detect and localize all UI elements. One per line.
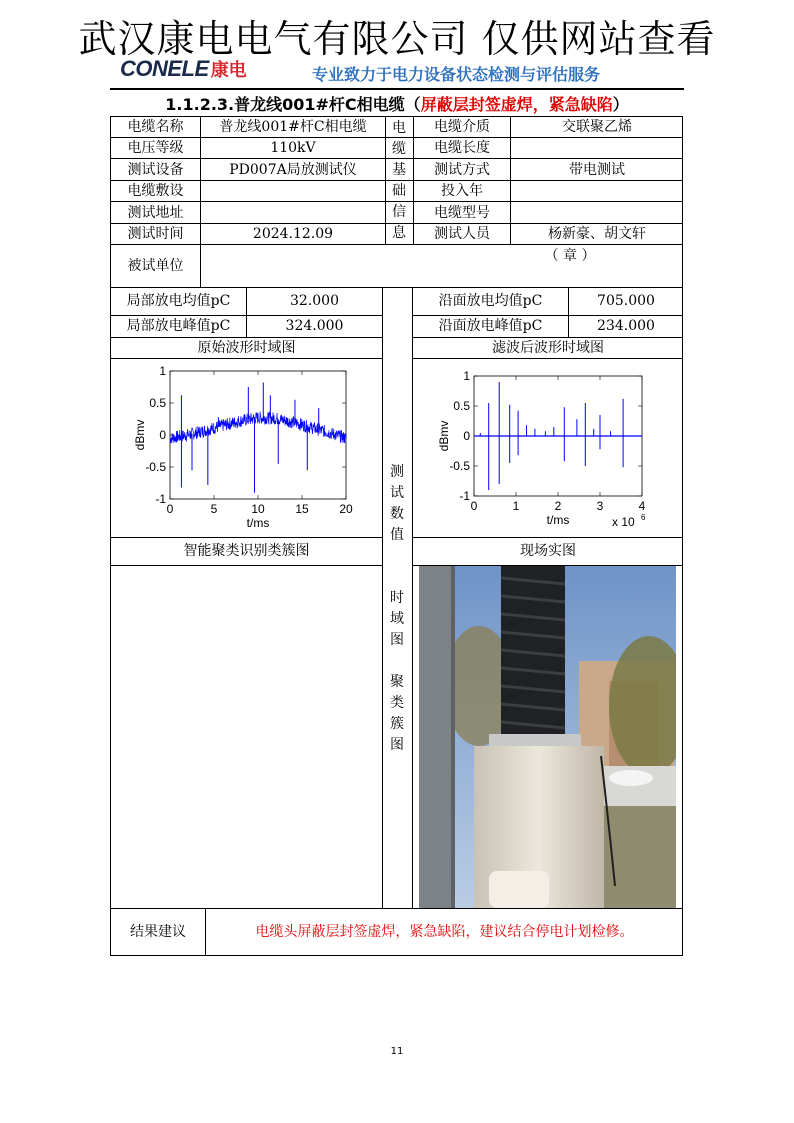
conclusion-text: 电缆头屏蔽层封签虚焊，紧急缺陷，建议结合停电计划检修。 (255, 924, 634, 940)
y-axis-label: dBmv (437, 420, 451, 452)
row-line (110, 358, 382, 359)
cable-medium-value: 交联聚乙烯 (562, 119, 632, 135)
voltage-label: 电压等级 (127, 140, 184, 156)
logo-brand: CONELE (120, 56, 209, 81)
col-line (385, 116, 386, 244)
test-time-label: 测试时间 (127, 226, 184, 242)
site-photo (419, 566, 676, 908)
pd-peak-label: 局部放电峰值pC (126, 318, 231, 334)
cable-medium-label: 电缆介质 (434, 119, 490, 135)
logo-brand-cn: 康电 (210, 60, 247, 81)
row-line (110, 908, 683, 909)
y-axis-label: dBmv (133, 419, 147, 451)
seal-placeholder: （ 章 ） (544, 248, 596, 264)
x-tick-label: 1 (512, 499, 520, 513)
row-line (412, 358, 683, 359)
y-tick-label: 0.5 (453, 399, 470, 413)
page-number: 11 (390, 1046, 404, 1057)
heading-end: ） (612, 95, 629, 114)
test-method-value: 带电测试 (569, 162, 625, 178)
surface-avg-label: 沿面放电均值pC (438, 293, 543, 309)
raw-wave-title: 原始波形时域图 (197, 340, 296, 356)
pd-avg-value: 32.000 (290, 293, 339, 309)
watermark-title: 武汉康电电气有限公司 仅供网站查看 (78, 17, 716, 61)
section-heading (110, 92, 684, 115)
test-method-label: 测试方式 (434, 162, 490, 178)
row-line (110, 565, 382, 566)
y-tick-label: -0.5 (449, 459, 470, 473)
basic-info-side-label: 电缆基础信息 (392, 120, 406, 241)
surface-avg-value: 705.000 (597, 293, 655, 309)
y-tick-label: 0 (159, 428, 166, 442)
heading-main: 1.1.2.3.普龙线001#杆C相电缆（ (165, 95, 421, 114)
row-line (412, 537, 683, 538)
commission-year-label: 投入年 (441, 183, 483, 199)
y-tick-label: 0.5 (149, 396, 166, 410)
x-tick-label: 0 (470, 499, 478, 513)
heading-defect: 屏蔽层封签虚焊，紧急缺陷 (420, 95, 613, 114)
cable-model-label: 电缆型号 (434, 205, 490, 221)
voltage-value: 110kV (270, 140, 316, 156)
company-slogan: 专业致力于电力设备状态检测与评估服务 (312, 65, 601, 84)
x-tick-label: 0 (166, 502, 174, 516)
filtered-waveform-chart (414, 360, 680, 536)
site-photo-image (419, 566, 676, 908)
header-divider (110, 88, 684, 90)
col-line (382, 287, 383, 908)
test-unit-label: 被试单位 (127, 258, 184, 274)
filtered-wave-title: 滤波后波形时域图 (492, 340, 604, 356)
pd-avg-label: 局部放电均值pC (126, 293, 231, 309)
tester-label: 测试人员 (434, 226, 490, 242)
row-line (110, 244, 683, 245)
tester-value: 杨新豪、胡文轩 (548, 226, 646, 242)
col-line (412, 287, 413, 908)
x-axis-label: t/ms (546, 513, 570, 527)
x-tick-label: 15 (295, 502, 309, 516)
x-tick-label: 2 (554, 499, 562, 513)
test-address-label: 测试地址 (127, 205, 184, 221)
surface-peak-value: 234.000 (597, 318, 655, 334)
row-line (110, 287, 683, 288)
test-device-label: 测试设备 (127, 162, 184, 178)
raw-waveform-chart (112, 360, 380, 536)
cable-length-label: 电缆长度 (434, 140, 490, 156)
x-tick-label: 5 (210, 502, 218, 516)
test-time-value: 2024.12.09 (252, 226, 334, 242)
x-tick-label: 4 (638, 499, 646, 513)
y-tick-label: -1 (459, 489, 470, 503)
x-tick-label: 3 (596, 499, 604, 513)
company-logo (120, 56, 247, 82)
x-axis-label: t/ms (246, 516, 270, 530)
x-tick-label: 10 (251, 502, 265, 516)
time-domain-side-label: 时域图 (390, 590, 404, 648)
cable-name-value: 普龙线001#杆C相电缆 (219, 119, 367, 135)
x-multiplier-exponent: 6 (641, 513, 646, 522)
row-line (110, 537, 382, 538)
cable-name-label: 电缆名称 (127, 119, 184, 135)
x-tick-label: 20 (339, 502, 353, 516)
cluster-side-label: 聚类簇图 (390, 674, 404, 753)
y-tick-label: -1 (155, 492, 166, 506)
test-values-side-label: 测试数值 (390, 464, 404, 543)
y-tick-label: 1 (159, 364, 166, 378)
surface-peak-label: 沿面放电峰值pC (438, 318, 543, 334)
pd-peak-value: 324.000 (285, 318, 344, 334)
y-tick-label: 0 (463, 429, 470, 443)
conclusion-label: 结果建议 (130, 924, 186, 940)
x-multiplier-label: x 10 (612, 515, 635, 529)
photo-title: 现场实图 (520, 543, 576, 559)
test-device-value: PD007A局放测试仪 (229, 162, 357, 178)
cable-laying-label: 电缆敷设 (127, 183, 184, 199)
y-tick-label: -0.5 (145, 460, 166, 474)
cluster-title: 智能聚类识别类簇图 (183, 543, 310, 559)
y-tick-label: 1 (463, 369, 470, 383)
